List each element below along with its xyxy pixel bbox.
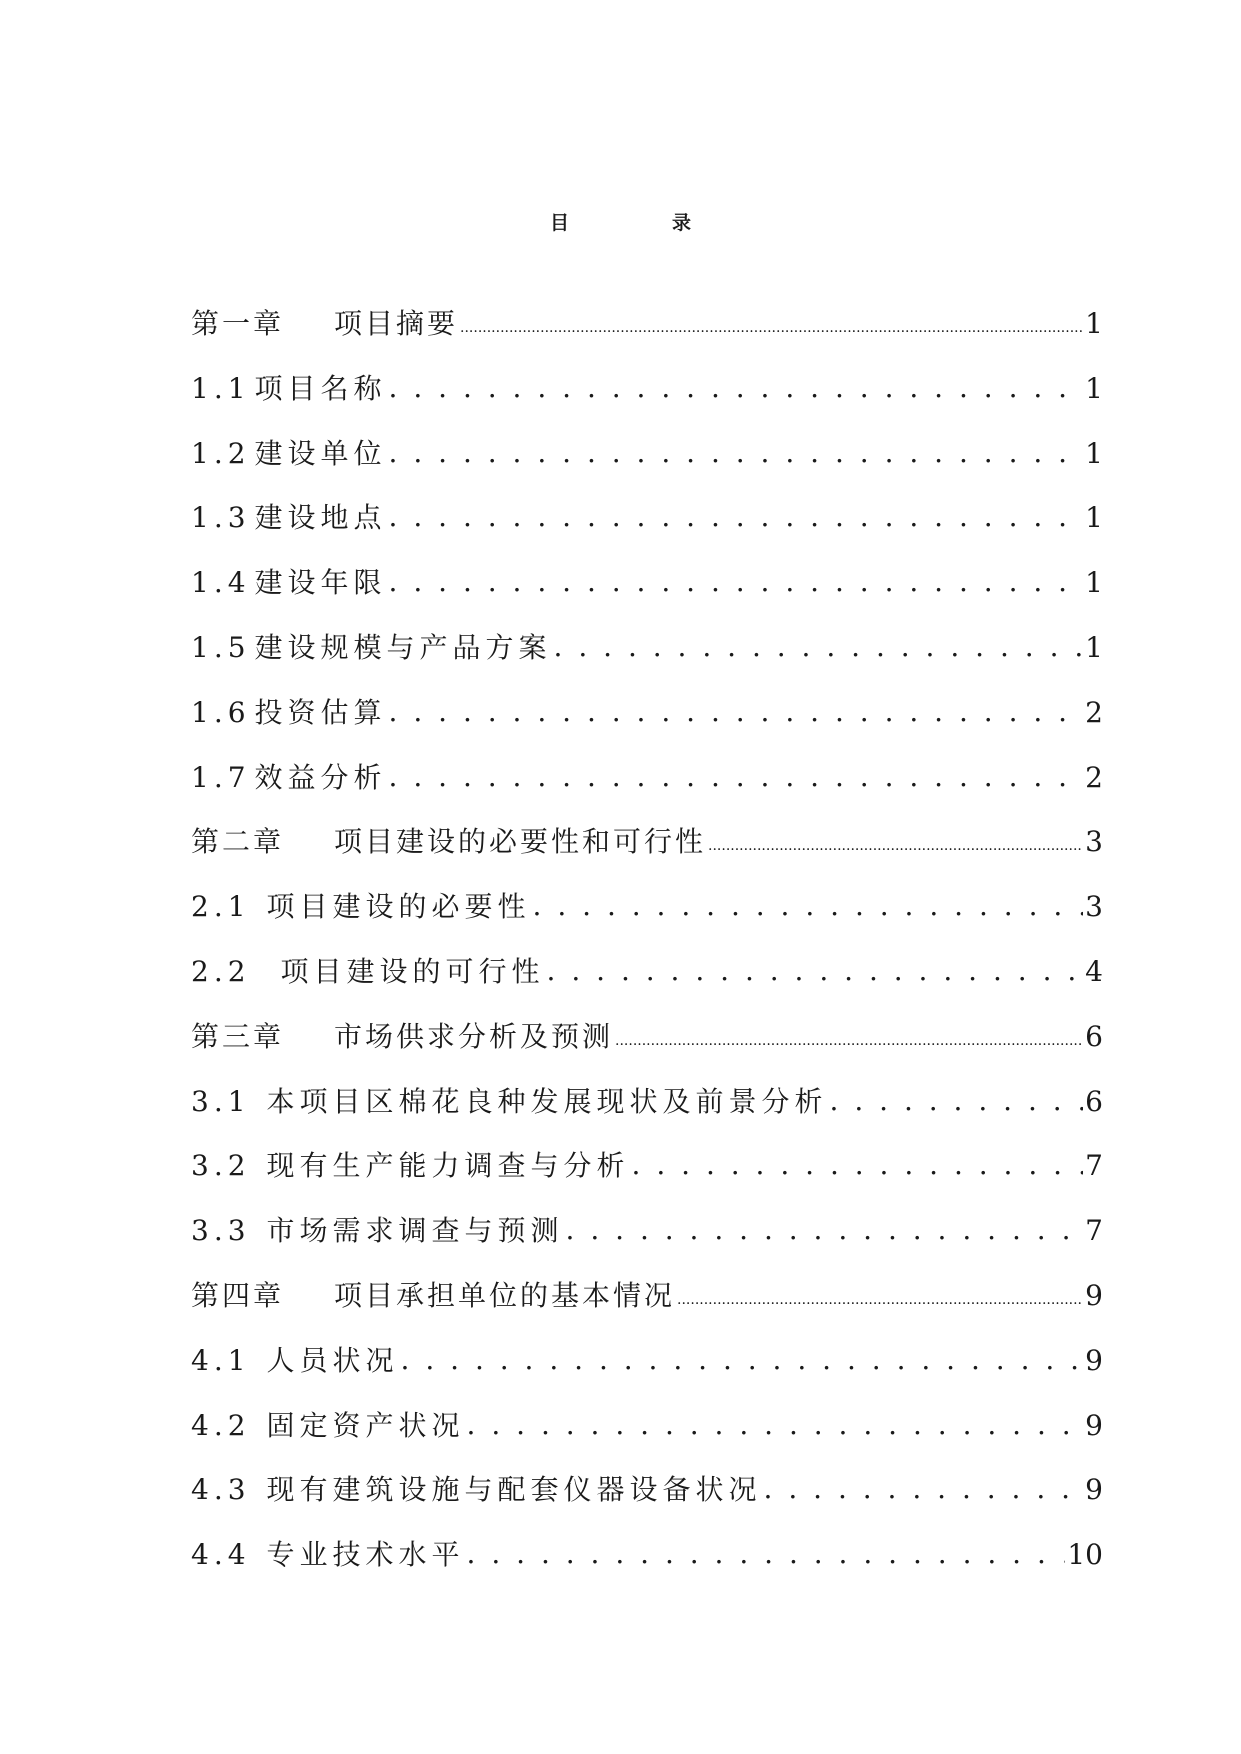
- toc-entry-1-5[interactable]: [191, 626, 1103, 691]
- entry-number: 第二章: [191, 825, 285, 859]
- entry-title: 效益分析: [254, 760, 387, 794]
- entry-number: 4.3: [191, 1473, 251, 1507]
- toc-entry-1-4[interactable]: [191, 561, 1103, 626]
- toc-entry-3-2[interactable]: [191, 1144, 1103, 1209]
- entry-label: [191, 885, 531, 925]
- page-number: 9: [1085, 1408, 1103, 1442]
- page-number: 1: [1085, 501, 1103, 535]
- entry-title: 项目建设的必要性和可行性: [334, 825, 707, 859]
- entry-label: [191, 367, 387, 407]
- dot-leader: [389, 436, 1084, 469]
- entry-label: [191, 1339, 399, 1379]
- toc-entry-1-2[interactable]: [191, 432, 1103, 497]
- page-number: 1: [1085, 307, 1103, 340]
- dot-leader: [677, 1278, 1083, 1311]
- entry-number: 第四章: [191, 1278, 285, 1312]
- entry-label: [191, 1080, 828, 1120]
- entry-title: 项目建设的必要性: [266, 890, 531, 924]
- entry-number: 1.4: [191, 566, 251, 600]
- toc-entry-4-1[interactable]: [191, 1339, 1103, 1404]
- entry-number: 4.4: [191, 1538, 251, 1572]
- page-number: 3: [1085, 890, 1103, 924]
- page-number: 7: [1085, 1149, 1103, 1183]
- entry-title: 建设规模与产品方案: [254, 630, 552, 664]
- dot-leader: [389, 500, 1084, 533]
- toc-entry-4-2[interactable]: [191, 1404, 1103, 1469]
- dot-leader: [632, 1148, 1084, 1181]
- dot-leader: [554, 630, 1084, 663]
- toc-entry-chapter-2[interactable]: [191, 820, 1103, 885]
- entry-title: 本项目区棉花良种发展现状及前景分析: [266, 1084, 828, 1118]
- entry-title: 市场供求分析及预测: [334, 1019, 614, 1053]
- entry-label: [191, 561, 387, 601]
- toc-entry-2-1[interactable]: [191, 885, 1103, 950]
- dot-leader: [547, 954, 1084, 987]
- entry-title: 现有生产能力调查与分析: [266, 1149, 630, 1183]
- page-number: 9: [1085, 1473, 1103, 1507]
- page-number: 9: [1085, 1343, 1103, 1377]
- toc-entry-3-3[interactable]: [191, 1209, 1103, 1274]
- dot-leader: [467, 1408, 1084, 1441]
- entry-number: 3.3: [191, 1214, 251, 1248]
- entry-title: 投资估算: [254, 695, 387, 729]
- entry-title: 建设单位: [254, 436, 387, 470]
- entry-number: 2.2: [191, 954, 251, 988]
- entry-number: 1.7: [191, 760, 251, 794]
- page-number: 1: [1085, 566, 1103, 600]
- page-number: 4: [1085, 954, 1103, 988]
- toc-entry-1-6[interactable]: [191, 691, 1103, 756]
- page-number: 3: [1085, 825, 1103, 859]
- entry-number: 第一章: [191, 307, 285, 340]
- entry-number: 1.3: [191, 501, 251, 535]
- dot-leader: [764, 1472, 1084, 1505]
- dot-leader: [401, 1343, 1084, 1376]
- entry-number: 4.2: [191, 1408, 251, 1442]
- entry-title: 建设地点: [254, 501, 387, 535]
- entry-label: [191, 626, 552, 666]
- toc-title: 目 录: [549, 212, 733, 234]
- entry-number: 2.1: [191, 890, 251, 924]
- entry-label: [191, 1468, 762, 1508]
- dot-leader: [389, 760, 1084, 793]
- toc-entry-1-7[interactable]: [191, 756, 1103, 821]
- entry-label: [191, 1209, 564, 1249]
- entry-label: [191, 1274, 675, 1314]
- entry-label: [191, 820, 706, 860]
- toc-entry-2-2[interactable]: [191, 950, 1103, 1015]
- entry-number: 第三章: [191, 1019, 285, 1053]
- dot-leader: [533, 889, 1084, 922]
- entry-title: 人员状况: [266, 1343, 399, 1377]
- entry-title: 固定资产状况: [266, 1408, 465, 1442]
- entry-title: 现有建筑设施与配套仪器设备状况: [266, 1473, 762, 1507]
- entry-label: [191, 1533, 465, 1573]
- entry-label: [191, 1404, 465, 1444]
- page-number: 1: [1085, 371, 1103, 405]
- dot-leader: [566, 1213, 1084, 1246]
- toc-entry-4-3[interactable]: [191, 1468, 1103, 1533]
- entry-number: 1.1: [191, 371, 251, 405]
- page-number: 7: [1085, 1214, 1103, 1248]
- page-number: 6: [1085, 1019, 1103, 1053]
- entry-number: 1.2: [191, 436, 251, 470]
- dot-leader: [389, 371, 1084, 404]
- dot-leader: [708, 824, 1083, 857]
- toc-entry-3-1[interactable]: [191, 1080, 1103, 1145]
- page-number: 10: [1067, 1538, 1103, 1572]
- page-number: 2: [1085, 695, 1103, 729]
- entry-label: [191, 302, 458, 342]
- entry-label: [191, 691, 387, 731]
- toc-entry-1-1[interactable]: [191, 367, 1103, 432]
- page-number: 2: [1085, 760, 1103, 794]
- entry-number: 3.2: [191, 1149, 251, 1183]
- dot-leader: [467, 1537, 1066, 1570]
- entry-number: 1.6: [191, 695, 251, 729]
- table-of-contents: [191, 302, 1103, 1598]
- page-number: 1: [1085, 436, 1103, 470]
- entry-title: 项目建设的可行性: [280, 954, 545, 988]
- dot-leader: [389, 695, 1084, 728]
- entry-label: [191, 432, 387, 472]
- toc-entry-4-4[interactable]: [191, 1533, 1103, 1598]
- entry-label: [191, 1144, 630, 1184]
- entry-title: 市场需求调查与预测: [266, 1214, 564, 1248]
- entry-title: 建设年限: [254, 566, 387, 600]
- page-number: 6: [1085, 1084, 1103, 1118]
- toc-entry-chapter-4[interactable]: [191, 1274, 1103, 1339]
- dot-leader: [615, 1019, 1083, 1052]
- entry-label: [191, 756, 387, 796]
- page-number: 9: [1085, 1278, 1103, 1312]
- entry-label: [191, 950, 545, 990]
- entry-title: 项目承担单位的基本情况: [334, 1278, 676, 1312]
- dot-leader: [460, 306, 1083, 339]
- toc-entry-chapter-3[interactable]: [191, 1015, 1103, 1080]
- entry-title: 项目摘要: [334, 307, 459, 340]
- entry-title: 项目名称: [254, 371, 387, 405]
- entry-title: 专业技术水平: [266, 1538, 465, 1572]
- toc-entry-1-3[interactable]: [191, 496, 1103, 561]
- entry-label: [191, 496, 387, 536]
- toc-entry-chapter-1[interactable]: [191, 302, 1103, 367]
- dot-leader: [830, 1084, 1084, 1117]
- entry-number: 4.1: [191, 1343, 251, 1377]
- entry-number: 1.5: [191, 630, 251, 664]
- entry-label: [191, 1015, 613, 1055]
- entry-number: 3.1: [191, 1084, 251, 1118]
- dot-leader: [389, 565, 1084, 598]
- page-number: 1: [1085, 630, 1103, 664]
